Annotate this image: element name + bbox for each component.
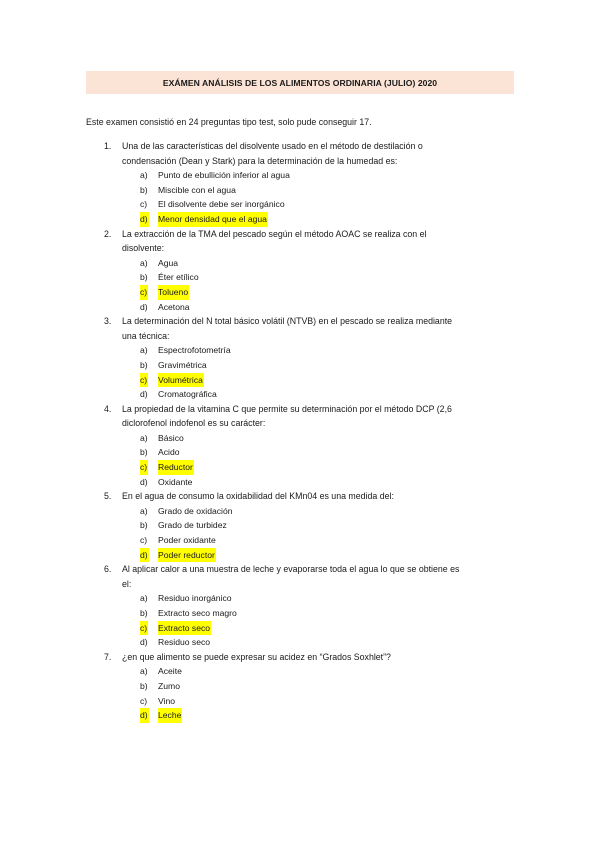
- answer-option: [0, 270, 600, 285]
- question-item: [0, 650, 600, 723]
- option-text: Oxidante: [158, 476, 193, 487]
- option-letter: b): [140, 680, 148, 691]
- option-text: Básico: [158, 432, 184, 443]
- answer-option: [0, 504, 600, 519]
- question-text: Al aplicar calor a una muestra de leche y evaporarse toda el agua lo que se obtiene es: [122, 564, 460, 575]
- question-line: [0, 402, 600, 417]
- option-text: Miscible con el agua: [158, 184, 236, 195]
- answer-option-highlighted: [0, 460, 600, 475]
- question-line: [0, 489, 600, 504]
- question-line: [0, 154, 600, 169]
- option-letter: d): [140, 708, 149, 723]
- question-text: La determinación del N total básico volátil (NTVB) en el pescado se realiza mediante: [122, 316, 453, 327]
- answer-option: [0, 475, 600, 490]
- option-text: Espectrofotometría: [158, 345, 231, 356]
- question-list: [0, 139, 600, 723]
- option-letter: d): [140, 637, 148, 648]
- option-text: Poder oxidante: [158, 535, 216, 546]
- answer-option: [0, 445, 600, 460]
- question-number: 6.: [104, 564, 112, 575]
- intro-paragraph: Este examen consistió en 24 preguntas tipo test, solo pude conseguir 17.: [86, 117, 372, 127]
- option-text: Residuo seco: [158, 637, 211, 648]
- option-text: Zumo: [158, 680, 180, 691]
- answer-option: [0, 591, 600, 606]
- question-line: [0, 577, 600, 592]
- question-text: Una de las características del disolvente usado en el método de destilación o: [122, 141, 423, 151]
- answer-option-highlighted: [0, 212, 600, 227]
- option-text: Residuo inorgánico: [158, 593, 232, 604]
- option-text: Tolueno: [158, 285, 189, 300]
- option-text: Grado de turbidez: [158, 520, 227, 531]
- option-text: Acetona: [158, 301, 190, 312]
- option-text: Grado de oxidación: [158, 505, 233, 516]
- option-text: Gravimétrica: [158, 359, 207, 370]
- answer-option: [0, 533, 600, 548]
- question-item: [0, 139, 600, 227]
- question-item: [0, 227, 600, 315]
- question-line: [0, 139, 600, 154]
- option-letter: d): [140, 212, 149, 227]
- option-letter: d): [140, 389, 148, 400]
- question-item: [0, 562, 600, 650]
- question-text: La extracción de la TMA del pescado según el método AOAC se realiza con el: [122, 228, 427, 239]
- answer-option-highlighted: [0, 548, 600, 563]
- option-letter: a): [140, 345, 148, 356]
- question-text: En el agua de consumo la oxidabilidad del KMn04 es una medida del:: [122, 491, 394, 502]
- option-letter: b): [140, 272, 148, 283]
- answer-option: [0, 431, 600, 446]
- option-text: Extracto seco: [158, 621, 211, 636]
- question-line: [0, 650, 600, 665]
- option-letter: c): [140, 199, 148, 210]
- option-text: Volumétrica: [158, 373, 204, 388]
- option-text: El disolvente debe ser inorgánico: [158, 199, 285, 210]
- answer-option: [0, 197, 600, 212]
- option-text: Agua: [158, 257, 179, 268]
- option-text: Éter etílico: [158, 272, 199, 283]
- answer-option: [0, 606, 600, 621]
- option-letter: b): [140, 520, 148, 531]
- answer-option: [0, 387, 600, 402]
- option-text: Punto de ebullición inferior al agua: [158, 170, 290, 181]
- question-text: el:: [122, 578, 132, 589]
- question-item: [0, 314, 600, 402]
- answer-option-highlighted: [0, 621, 600, 636]
- question-number: 7.: [104, 651, 112, 662]
- question-number: 1.: [104, 141, 112, 151]
- answer-option-highlighted: [0, 708, 600, 723]
- option-letter: a): [140, 432, 148, 443]
- question-item: [0, 402, 600, 490]
- question-item: [0, 489, 600, 562]
- option-letter: a): [140, 593, 148, 604]
- option-letter: d): [140, 548, 149, 563]
- question-number: 5.: [104, 491, 112, 502]
- title-banner: [86, 71, 514, 94]
- document-title: EXÁMEN ANÁLISIS DE LOS ALIMENTOS ORDINARIA (JULIO) 2020: [162, 77, 438, 88]
- option-letter: c): [140, 621, 148, 636]
- option-text: Poder reductor: [158, 548, 216, 563]
- answer-option: [0, 518, 600, 533]
- question-line: [0, 416, 600, 431]
- option-letter: d): [140, 476, 148, 487]
- option-letter: c): [140, 373, 148, 388]
- question-text: ¿en que alimento se puede expresar su acidez en “Grados Soxhlet”?: [122, 651, 391, 662]
- question-text: La propiedad de la vitamina C que permite su determinación por el método DCP (2,6: [122, 403, 452, 414]
- option-letter: a): [140, 505, 148, 516]
- option-text: Aceite: [158, 666, 182, 677]
- question-line: [0, 227, 600, 242]
- question-text: condensación (Dean y Stark) para la determinación de la humedad es:: [122, 155, 398, 166]
- answer-option: [0, 679, 600, 694]
- option-text: Extracto seco magro: [158, 608, 237, 618]
- answer-option: [0, 664, 600, 679]
- answer-option: [0, 358, 600, 373]
- option-letter: b): [140, 608, 148, 618]
- answer-option: [0, 694, 600, 709]
- option-letter: b): [140, 447, 148, 458]
- answer-option: [0, 168, 600, 183]
- option-letter: c): [140, 460, 148, 475]
- option-letter: c): [140, 285, 148, 300]
- option-letter: c): [140, 695, 148, 706]
- answer-option: [0, 300, 600, 315]
- option-text: Leche: [158, 708, 182, 723]
- answer-option-highlighted: [0, 285, 600, 300]
- question-line: [0, 329, 600, 344]
- option-letter: b): [140, 359, 148, 370]
- option-letter: d): [140, 301, 148, 312]
- question-text: una técnica:: [122, 330, 170, 341]
- option-text: Vino: [158, 695, 176, 706]
- option-letter: a): [140, 170, 148, 181]
- option-letter: b): [140, 184, 148, 195]
- question-line: [0, 241, 600, 256]
- answer-option: [0, 635, 600, 650]
- question-line: [0, 314, 600, 329]
- answer-option: [0, 343, 600, 358]
- option-text: Reductor: [158, 460, 194, 475]
- option-text: Menor densidad que el agua: [158, 212, 268, 227]
- option-letter: a): [140, 257, 148, 268]
- question-text: disolvente:: [122, 243, 165, 254]
- answer-option: [0, 183, 600, 198]
- question-text: diclorofenol indofenol es su carácter:: [122, 418, 266, 429]
- option-letter: a): [140, 666, 148, 677]
- question-number: 2.: [104, 228, 112, 239]
- question-number: 4.: [104, 403, 112, 414]
- option-text: Acido: [158, 447, 180, 458]
- answer-option-highlighted: [0, 373, 600, 388]
- question-line: [0, 562, 600, 577]
- answer-option: [0, 256, 600, 271]
- option-letter: c): [140, 535, 148, 546]
- option-text: Cromatográfica: [158, 389, 217, 400]
- question-number: 3.: [104, 316, 112, 327]
